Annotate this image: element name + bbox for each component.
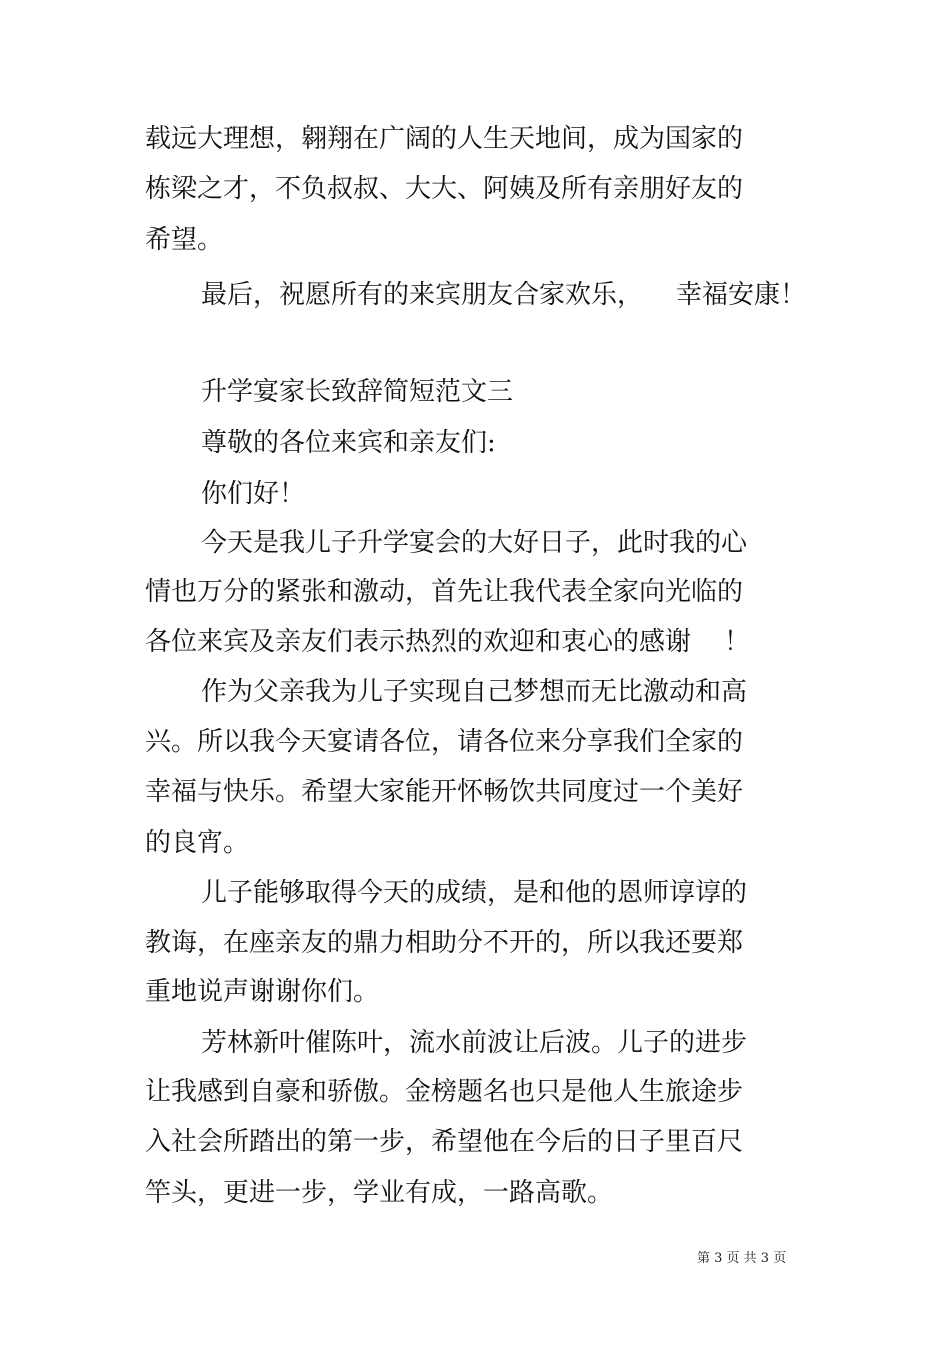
text-line: 最后，祝愿所有的来宾朋友合家欢乐， 幸福安康！ (201, 280, 807, 310)
text-line: 作为父亲我为儿子实现自己梦想而无比激动和高 (201, 677, 748, 707)
text-line: 的良宵。 (145, 828, 250, 858)
salutation: 尊敬的各位来宾和亲友们: (201, 428, 496, 458)
text-line: 教诲，在座亲友的鼎力相助分不开的，所以我还要郑 (145, 928, 744, 958)
text-line: 希望。 (145, 225, 224, 255)
text-line: 儿子能够取得今天的成绩，是和他的恩师谆谆的 (201, 878, 748, 908)
text-line: 重地说声谢谢你们。 (145, 977, 380, 1007)
page-number-footer: 第 3 页 共 3 页 (697, 1251, 787, 1266)
text-line: 兴。所以我今天宴请各位，请各位来分享我们全家的 (145, 727, 744, 757)
text-line: 栋梁之才，不负叔叔、大大、阿姨及所有亲朋好友的 (145, 174, 744, 204)
text-line: 竿头，更进一步，学业有成，一路高歌。 (145, 1178, 614, 1208)
text-line: 各位来宾及亲友们表示热烈的欢迎和衷心的感谢 ！ (145, 627, 751, 657)
text-line: 情也万分的紧张和激动，首先让我代表全家向光临的 (145, 577, 744, 607)
text-line: 芳林新叶催陈叶，流水前波让后波。儿子的进步 (201, 1028, 748, 1058)
greeting: 你们好！ (201, 479, 306, 509)
text-line: 让我感到自豪和骄傲。金榜题名也只是他人生旅途步 (145, 1077, 744, 1107)
text-line: 入社会所踏出的第一步，希望他在今后的日子里百尺 (145, 1127, 744, 1157)
section-heading: 升学宴家长致辞简短范文三 (201, 377, 514, 407)
text-line: 幸福与快乐。希望大家能开怀畅饮共同度过一个美好 (145, 777, 744, 807)
text-line: 载远大理想，翱翔在广阔的人生天地间，成为国家的 (145, 124, 744, 154)
text-line: 今天是我儿子升学宴会的大好日子，此时我的心 (201, 528, 748, 558)
